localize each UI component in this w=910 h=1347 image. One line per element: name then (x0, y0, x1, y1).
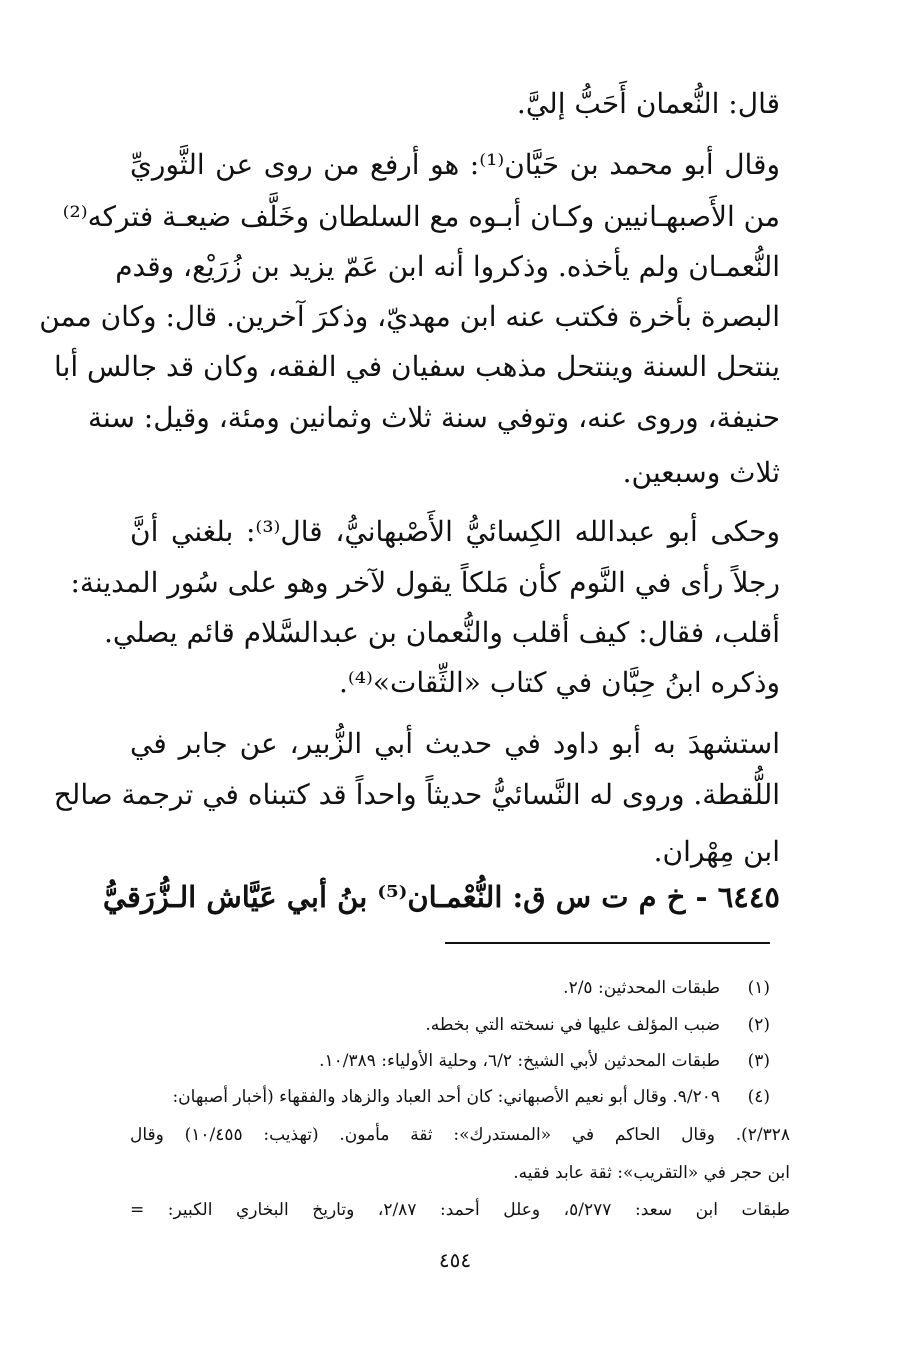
body-line: ينتحل السنة وينتحل مذهب سفيان في الفقه، وكان قد جالس أبا (54, 350, 780, 383)
page-number: ٤٥٤ (438, 1248, 472, 1272)
footnote-number: (٤) (747, 1087, 770, 1107)
body-line: أقلب، فقال: كيف أقلب والنُّعمان بن عبدالسَّلام قائم يصلي. (103, 616, 780, 649)
footnote-text: ٩/٢٠٩. وقال أبو نعيم الأصبهاني: كان أحد العباد والزهاد والفقهاء (أخبار أصبهان: (172, 1087, 720, 1107)
footnote-continuation: ابن حجر في «التقريب»: ثقة عابد فقيه. (513, 1163, 790, 1183)
footnote-continuation: ٢/٣٢٨). وقال الحاكم في «المستدرك»: ثقة مأمون. (تهذيب: ١٠/٤٥٥) وقال (130, 1125, 790, 1145)
footnote-number: (٣) (747, 1051, 770, 1071)
footnote-separator (445, 942, 770, 944)
footnote-text: طبقات المحدثين لأبي الشيخ: ٦/٢، وحلية الأولياء: ١٠/٣٨٩. (319, 1051, 720, 1071)
body-line: رجلاً رأى في النَّوم كأن مَلكاً يقول لآخر وهو على سُور المدينة: (70, 566, 780, 599)
body-line: استشهدَ به أبو داود في حديث أبي الزُّبير، عن جابر في (130, 727, 780, 760)
footnote-text: ضبب المؤلف عليها في نسخته التي بخطه. (425, 1015, 720, 1035)
body-line: ابن مِهْران. (653, 835, 780, 868)
body-line: النُّعمـان ولم يأخذه. وذكروا أنه ابن عَمّ يزيد بن زُرَيْع، وقدم (115, 250, 780, 283)
body-line: من الأَصبهـانيين وكـان أبـوه مع السلطان وخَلَّف ضيعـة فتركه⁽²⁾ (62, 200, 780, 233)
footnote-number: (١) (747, 978, 770, 998)
body-line: وذكره ابنُ حِبَّان في كتاب «الثِّقات»⁽⁴⁾. (338, 666, 780, 699)
footnote-text: طبقات المحدثين: ٢/٥. (563, 978, 720, 998)
body-line: وحكى أبو عبدالله الكِسائيُّ الأَصْبهانيُّ، قال⁽³⁾: بلغني أنَّ (130, 515, 781, 548)
footnote-number: (٢) (747, 1015, 770, 1035)
footnote-continuation: طبقات ابن سعد: ٥/٢٧٧، وعلل أحمد: ٢/٨٧، وتاريخ البخاري الكبير: = (130, 1200, 790, 1220)
body-line: وقال أبو محمد بن حَيَّان⁽¹⁾: هو أرفع من روى عن الثَّوريِّ (130, 148, 780, 181)
body-line: البصرة بأخرة فكتب عنه ابن مهديّ، وذكرَ آخرين. قال: وكان ممن (39, 300, 780, 333)
body-line: حنيفة، وروى عنه، وتوفي سنة ثلاث وثمانين ومئة، وقيل: سنة (87, 401, 780, 434)
body-line: اللُّقطة. وروى له النَّسائيُّ حديثاً واحداً قد كتبناه في ترجمة صالح (53, 778, 780, 811)
entry-heading: ٦٤٤٥ - خ م ت س ق: النُّعْمـان⁽⁵⁾ بنُ أبي عَيَّاش الـزُّرَقيُّ (102, 880, 780, 914)
body-line: قال: النُّعمان أَحَبُّ إليَّ. (516, 87, 780, 120)
body-line: ثلاث وسبعين. (622, 456, 780, 489)
